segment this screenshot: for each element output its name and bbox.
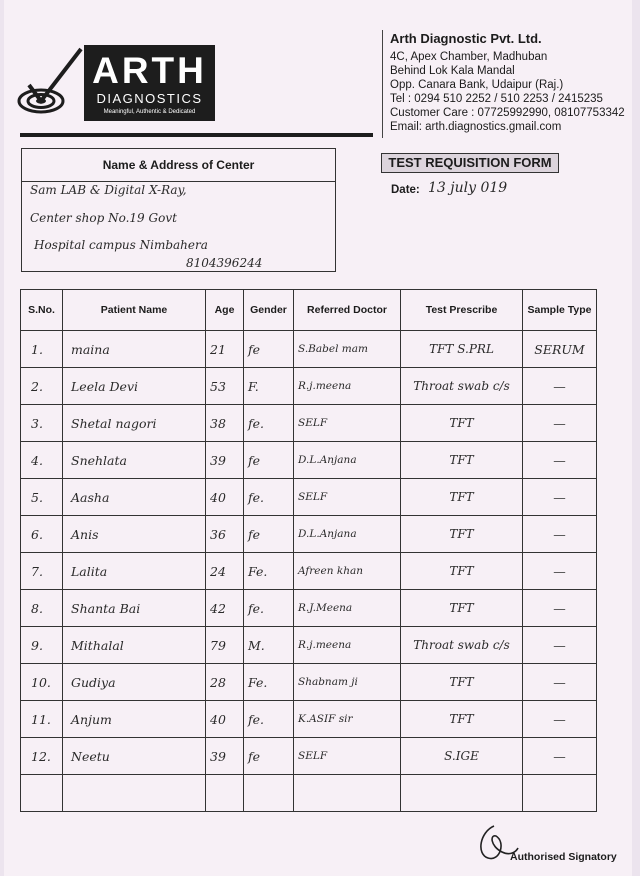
cell-age: 40 — [206, 701, 244, 738]
center-address-line: Center shop No.19 Govt — [30, 211, 177, 225]
cell-referred-doctor: R.J.Meena — [294, 590, 401, 627]
cell-sample-type: — — [523, 701, 597, 738]
cell-gender: Fe. — [244, 664, 294, 701]
cell-referred-doctor — [294, 775, 401, 812]
cell-gender: fe — [244, 442, 294, 479]
cell-sno: 4. — [21, 442, 63, 479]
cell-test-prescribe: TFT — [401, 442, 523, 479]
brand-logo — [84, 45, 215, 121]
cell-age: 36 — [206, 516, 244, 553]
cell-sno: 1. — [21, 331, 63, 368]
cell-sample-type: — — [523, 479, 597, 516]
cell-gender: fe. — [244, 701, 294, 738]
cell-referred-doctor: SELF — [294, 405, 401, 442]
cell-sample-type: — — [523, 553, 597, 590]
authorised-signatory-label: Authorised Signatory — [510, 851, 617, 863]
header-referred-doctor: Referred Doctor — [294, 290, 401, 331]
cell-patient-name: Anjum — [63, 701, 206, 738]
date-label: Date: — [391, 184, 420, 196]
cell-sno: 2. — [21, 368, 63, 405]
cell-patient-name — [63, 775, 206, 812]
cell-age: 24 — [206, 553, 244, 590]
cell-referred-doctor: S.Babel mam — [294, 331, 401, 368]
company-address-line: Behind Lok Kala Mandal — [390, 65, 515, 77]
table-row — [21, 590, 597, 627]
table-row — [21, 775, 597, 812]
cell-test-prescribe: S.IGE — [401, 738, 523, 775]
logo-brand-text: ARTH — [92, 50, 207, 91]
cell-sno: 12. — [21, 738, 63, 775]
logo-tagline: Meaningful, Authentic & Dedicated — [103, 109, 196, 115]
table-row — [21, 442, 597, 479]
cell-referred-doctor: Shabnam ji — [294, 664, 401, 701]
cell-test-prescribe: TFT — [401, 701, 523, 738]
company-info — [390, 32, 630, 134]
cell-patient-name: Neetu — [63, 738, 206, 775]
cell-age: 38 — [206, 405, 244, 442]
table-row — [21, 664, 597, 701]
cell-sno — [21, 775, 63, 812]
cell-test-prescribe: TFT — [401, 590, 523, 627]
cell-test-prescribe: TFT — [401, 405, 523, 442]
cell-gender: fe — [244, 738, 294, 775]
header-gender: Gender — [244, 290, 294, 331]
company-customer-care: Customer Care : 07725992990, 08107753342 — [390, 107, 625, 119]
cell-patient-name: Aasha — [63, 479, 206, 516]
logo-sub-text: DIAGNOSTICS — [96, 91, 203, 106]
cell-test-prescribe: TFT S.PRL — [401, 331, 523, 368]
cell-sno: 3. — [21, 405, 63, 442]
cell-sample-type: — — [523, 627, 597, 664]
table-row — [21, 516, 597, 553]
cell-test-prescribe: Throat swab c/s — [401, 368, 523, 405]
cell-gender: F. — [244, 368, 294, 405]
company-email: Email: arth.diagnostics.gmail.com — [390, 121, 562, 133]
cell-patient-name: Snehlata — [63, 442, 206, 479]
cell-age: 40 — [206, 479, 244, 516]
cell-test-prescribe — [401, 775, 523, 812]
header-sample-type: Sample Type — [523, 290, 597, 331]
cell-referred-doctor: D.L.Anjana — [294, 442, 401, 479]
table-row — [21, 368, 597, 405]
cell-patient-name: Shetal nagori — [63, 405, 206, 442]
cell-sno: 6. — [21, 516, 63, 553]
cell-sno: 10. — [21, 664, 63, 701]
table-row — [21, 627, 597, 664]
cell-patient-name: maina — [63, 331, 206, 368]
cell-referred-doctor: Afreen khan — [294, 553, 401, 590]
header-test-prescribe: Test Prescribe — [401, 290, 523, 331]
cell-test-prescribe: TFT — [401, 516, 523, 553]
cell-patient-name: Lalita — [63, 553, 206, 590]
cell-gender: fe. — [244, 590, 294, 627]
cell-test-prescribe: TFT — [401, 479, 523, 516]
cell-patient-name: Mithalal — [63, 627, 206, 664]
cell-sno: 5. — [21, 479, 63, 516]
header-rule — [20, 133, 373, 137]
cell-patient-name: Anis — [63, 516, 206, 553]
cell-age: 39 — [206, 442, 244, 479]
target-check-logo-icon — [15, 45, 90, 120]
table-row — [21, 331, 597, 368]
table-row — [21, 479, 597, 516]
cell-referred-doctor: D.L.Anjana — [294, 516, 401, 553]
header-sno: S.No. — [21, 290, 63, 331]
cell-gender: fe — [244, 516, 294, 553]
cell-sample-type: SERUM — [523, 331, 597, 368]
table-header-row — [21, 290, 597, 331]
cell-referred-doctor: R.j.meena — [294, 627, 401, 664]
cell-test-prescribe: TFT — [401, 664, 523, 701]
cell-gender: fe — [244, 331, 294, 368]
cell-referred-doctor: SELF — [294, 479, 401, 516]
center-box-heading: Name & Address of Center — [22, 149, 335, 182]
cell-sample-type: — — [523, 368, 597, 405]
cell-gender: Fe. — [244, 553, 294, 590]
center-phone: 8104396244 — [186, 256, 263, 270]
cell-patient-name: Gudiya — [63, 664, 206, 701]
cell-age — [206, 775, 244, 812]
cell-age: 79 — [206, 627, 244, 664]
cell-gender — [244, 775, 294, 812]
cell-gender: fe. — [244, 405, 294, 442]
cell-referred-doctor: SELF — [294, 738, 401, 775]
company-phone: Tel : 0294 510 2252 / 510 2253 / 2415235 — [390, 93, 603, 105]
cell-referred-doctor: R.j.meena — [294, 368, 401, 405]
cell-gender: fe. — [244, 479, 294, 516]
cell-sample-type: — — [523, 442, 597, 479]
cell-patient-name: Shanta Bai — [63, 590, 206, 627]
company-address-line: 4C, Apex Chamber, Madhuban — [390, 51, 548, 63]
header-divider — [382, 30, 383, 138]
cell-sample-type: — — [523, 738, 597, 775]
requisition-table — [20, 289, 597, 812]
cell-sample-type — [523, 775, 597, 812]
cell-sno: 9. — [21, 627, 63, 664]
company-address-line: Opp. Canara Bank, Udaipur (Raj.) — [390, 79, 564, 91]
center-address-line: Sam LAB & Digital X-Ray, — [30, 183, 187, 197]
company-name: Arth Diagnostic Pvt. Ltd. — [390, 31, 542, 46]
header-patient-name: Patient Name — [63, 290, 206, 331]
cell-sno: 8. — [21, 590, 63, 627]
cell-test-prescribe: Throat swab c/s — [401, 627, 523, 664]
cell-referred-doctor: K.ASIF sir — [294, 701, 401, 738]
cell-sample-type: — — [523, 405, 597, 442]
form-title: TEST REQUISITION FORM — [381, 153, 559, 173]
cell-age: 21 — [206, 331, 244, 368]
center-address-line: Hospital campus Nimbahera — [34, 238, 208, 252]
cell-age: 28 — [206, 664, 244, 701]
cell-sno: 7. — [21, 553, 63, 590]
date-value: 13 july 019 — [428, 180, 508, 196]
table-row — [21, 553, 597, 590]
cell-age: 39 — [206, 738, 244, 775]
header-age: Age — [206, 290, 244, 331]
cell-sample-type: — — [523, 590, 597, 627]
cell-age: 53 — [206, 368, 244, 405]
table-row — [21, 405, 597, 442]
cell-age: 42 — [206, 590, 244, 627]
cell-test-prescribe: TFT — [401, 553, 523, 590]
cell-sample-type: — — [523, 516, 597, 553]
cell-sno: 11. — [21, 701, 63, 738]
cell-gender: M. — [244, 627, 294, 664]
cell-patient-name: Leela Devi — [63, 368, 206, 405]
cell-sample-type: — — [523, 664, 597, 701]
table-row — [21, 738, 597, 775]
table-row — [21, 701, 597, 738]
center-address-box — [21, 148, 336, 272]
